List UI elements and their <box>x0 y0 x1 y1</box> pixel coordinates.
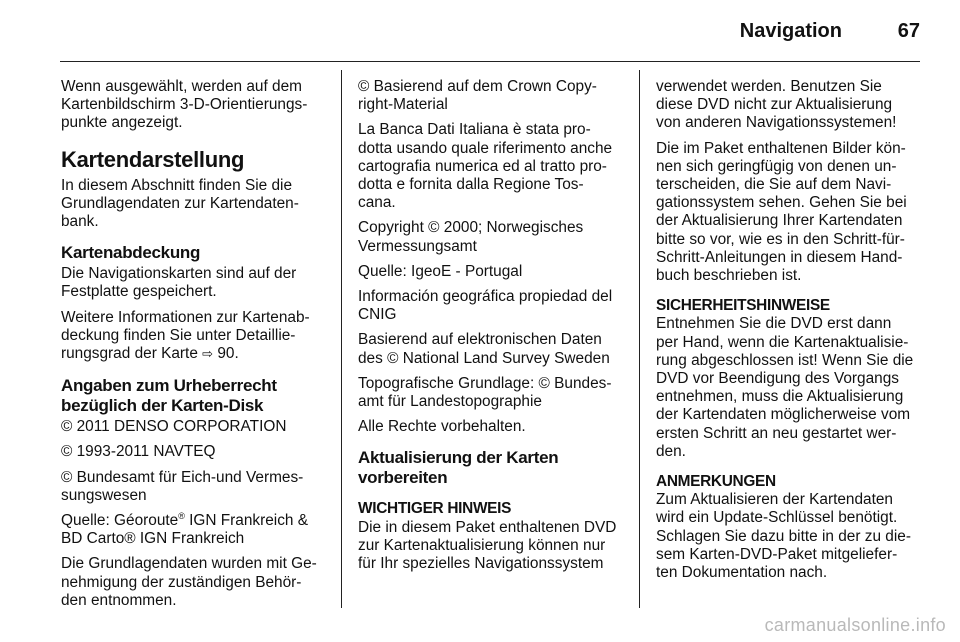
copyright-navteq: © 1993-2011 NAVTEQ <box>61 443 216 461</box>
copyright-portugal: Quelle: IgeoE - Portugal <box>358 262 523 280</box>
header-title: Navigation <box>739 20 842 42</box>
copyright-crown: © Basierend auf dem Crown Copy- right-Material <box>358 78 597 114</box>
copyright-bundesamt: © Bundesamt für Eich-und Vermes- sungswesen <box>61 468 304 504</box>
subheading-kartenabdeckung: Kartenabdeckung <box>61 243 201 263</box>
column-divider-2 <box>639 70 640 608</box>
page-reference-arrow-icon: ⇨ <box>202 347 214 363</box>
copyright-spain: Información geográfica propiedad del CNIG <box>358 288 613 324</box>
copyright-norway: Copyright © 2000; Norwegisches Vermessungsamt <box>358 219 584 255</box>
page-reference-link[interactable]: 90. <box>217 345 239 363</box>
section-intro: In diesem Abschnitt finden Sie die Grundlagendaten zur Kartendaten- bank. <box>61 176 299 231</box>
header-rule <box>60 61 920 62</box>
coverage-paragraph: Die Navigationskarten sind auf der Festplatte gespeichert. <box>61 265 297 301</box>
important-notice-body: Die in diesem Paket enthaltenen DVD zur Kartenaktualisierung können nur für Ihr spezielles Navigationssystem <box>358 518 617 573</box>
column-1 <box>61 78 331 617</box>
safety-notice-body: Entnehmen Sie die DVD erst dann per Hand, wenn die Kartenaktualisie- rung abgeschlossen ist! Wenn Sie die DVD vor Beendigung des Vorgangs entnehmen, muss die Aktualisierung der Kartendaten möglicherweise vom ersten Schritt an neu gestartet wer- den. <box>656 315 914 460</box>
copyright-sweden: Basierend auf elektronischen Daten des © National Land Survey Sweden <box>358 331 610 367</box>
column-divider-1 <box>341 70 342 608</box>
section-heading-kartendarstellung: Kartendarstellung <box>61 146 245 172</box>
column-2 <box>358 78 628 580</box>
notes-body: Zum Aktualisieren der Kartendaten wird ein Update-Schlüssel benötigt. Schlagen Sie dazu bitte in der zu die- sem Karten-DVD-Paket mitgeliefer- ten Dokumentation nach. <box>656 491 911 582</box>
more-info-paragraph: Weitere Informationen zur Kartenab- deckung finden Sie unter Detaillie- rungsgrad der Karte ⇨ 90. <box>61 308 310 363</box>
safety-notice-heading: SICHERHEITSHINWEISE <box>656 297 830 315</box>
rights-reserved: Alle Rechte vorbehalten. <box>358 418 526 436</box>
subheading-aktualisierung: Aktualisierung der Karten vorbereiten <box>358 448 559 488</box>
page-header <box>0 0 960 62</box>
intro-paragraph: Wenn ausgewählt, werden auf dem Kartenbildschirm 3-D-Orientierungs- punkte angezeigt. <box>61 78 308 132</box>
subheading-urheberrecht: Angaben zum Urheberrecht bezüglich der Karten-Disk <box>61 376 277 416</box>
notes-heading: ANMERKUNGEN <box>656 473 776 491</box>
permission-paragraph: Die Grundlagendaten wurden mit Ge- nehmigung der zuständigen Behör- den entnommen. <box>61 555 317 609</box>
important-notice-heading: WICHTIGER HINWEIS <box>358 500 512 518</box>
page-number: 67 <box>897 20 920 42</box>
watermark: carmanualsonline.info <box>764 615 946 635</box>
pictures-paragraph: Die im Paket enthaltenen Bilder kön- nen sich geringfügig von denen un- terscheiden, die Sie auf dem Navi- gationssystem sehen. Gehen Sie bei der Aktualisierung Ihrer Kartendaten bitte so vor, wie es in den Schritt-für- Schritt-Anleitungen in diesem Hand- buch beschrieben ist. <box>656 139 907 285</box>
important-notice-continued: verwendet werden. Benutzen Sie diese DVD nicht zur Aktualisierung von anderen Navigationssystemen! <box>656 78 897 132</box>
copyright-ign: Quelle: Géoroute® IGN Frankreich & BD Carto® IGN Frankreich <box>61 510 309 548</box>
column-3 <box>656 78 926 589</box>
copyright-swiss-topo: Topografische Grundlage: © Bundes- amt für Landestopographie <box>358 374 612 411</box>
copyright-denso: © 2011 DENSO CORPORATION <box>61 418 287 436</box>
copyright-italy: La Banca Dati Italiana è stata pro- dotta usando quale riferimento anche cartografia numerica ed al tratto pro- dotta e fornita dalla Regione Tos- cana. <box>358 121 613 212</box>
